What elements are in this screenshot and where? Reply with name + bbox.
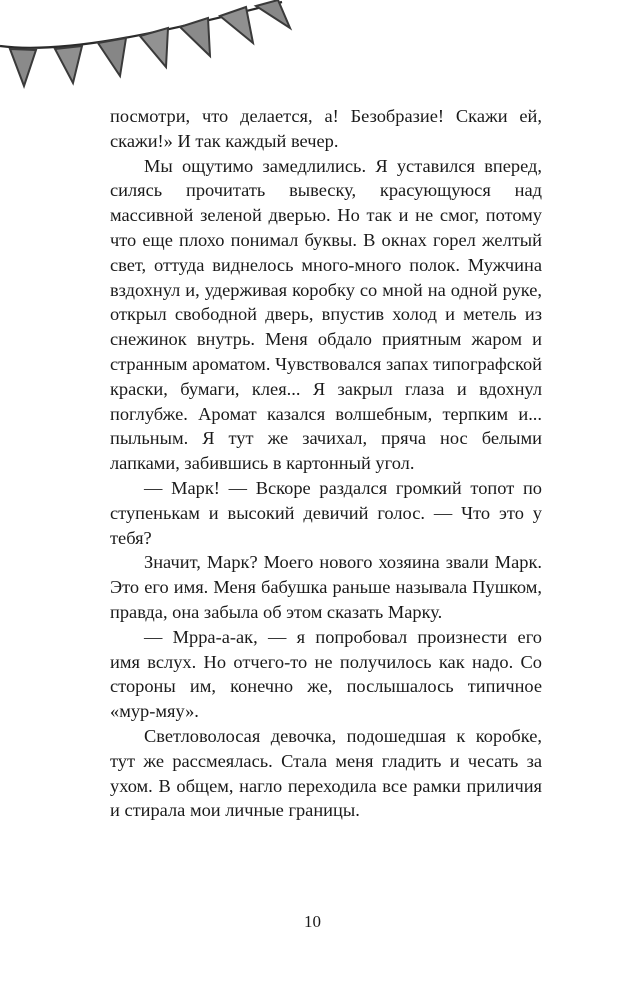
bunting-flags-icon <box>0 0 300 100</box>
paragraph: посмотри, что делается, а! Безобразие! Скажи ей, скажи!» И так каждый вечер. <box>110 106 542 151</box>
paragraph: Светловолосая девочка, подошедшая к коробке, тут же рассмеялась. Стала меня гладить и чесать за ухом. В общем, нагло переходила все рамки приличия и стирала мои личные границы. <box>110 725 542 821</box>
paragraph: — Мрра-а-ак, — я попробовал произнести его имя вслух. Но отчего-то не получилось как надо. Со стороны им, конечно же, послышалось типичное «мур-мяу». <box>110 626 542 722</box>
paragraph: Мы ощутимо замедлились. Я уставился вперед, силясь прочитать вывеску, красующуюся над массивной зеленой дверью. Но так и не смог, потому что еще плохо понимал буквы. В окнах горел желтый свет, оттуда виднелось много-много полок. Мужчина вздохнул и, удерживая коробку со мной на одной руке, открыл свободной дверь, впустив холод и метель из снежинок внутрь. Меня обдало приятным жаром и странным ароматом. Чувствовался запах типографской краски, бумаги, клея... Я закрыл глаза и вдохнул поглубже. Аромат казался волшебным, терпким и... пыльным. Я тут же зачихал, пряча нос белыми лапками, забившись в картонный угол. <box>110 155 542 474</box>
body-text <box>110 104 542 823</box>
bunting-flag <box>140 28 168 67</box>
bunting-flag <box>98 38 126 76</box>
paragraph: Значит, Марк? Моего нового хозяина звали Марк. Это его имя. Меня бабушка раньше называла Пушком, правда, она забыла об этом сказать Марку. <box>110 552 542 622</box>
bunting-flag <box>55 46 82 83</box>
paragraph: — Марк! — Вскоре раздался громкий топот по ступенькам и высокий девичий голос. — Что это у тебя? <box>110 477 542 548</box>
bunting-flag <box>220 7 253 43</box>
page-number: 10 <box>304 912 321 931</box>
bunting-flag <box>256 0 290 28</box>
bunting-flag <box>10 49 36 86</box>
bunting-flag <box>180 18 210 56</box>
